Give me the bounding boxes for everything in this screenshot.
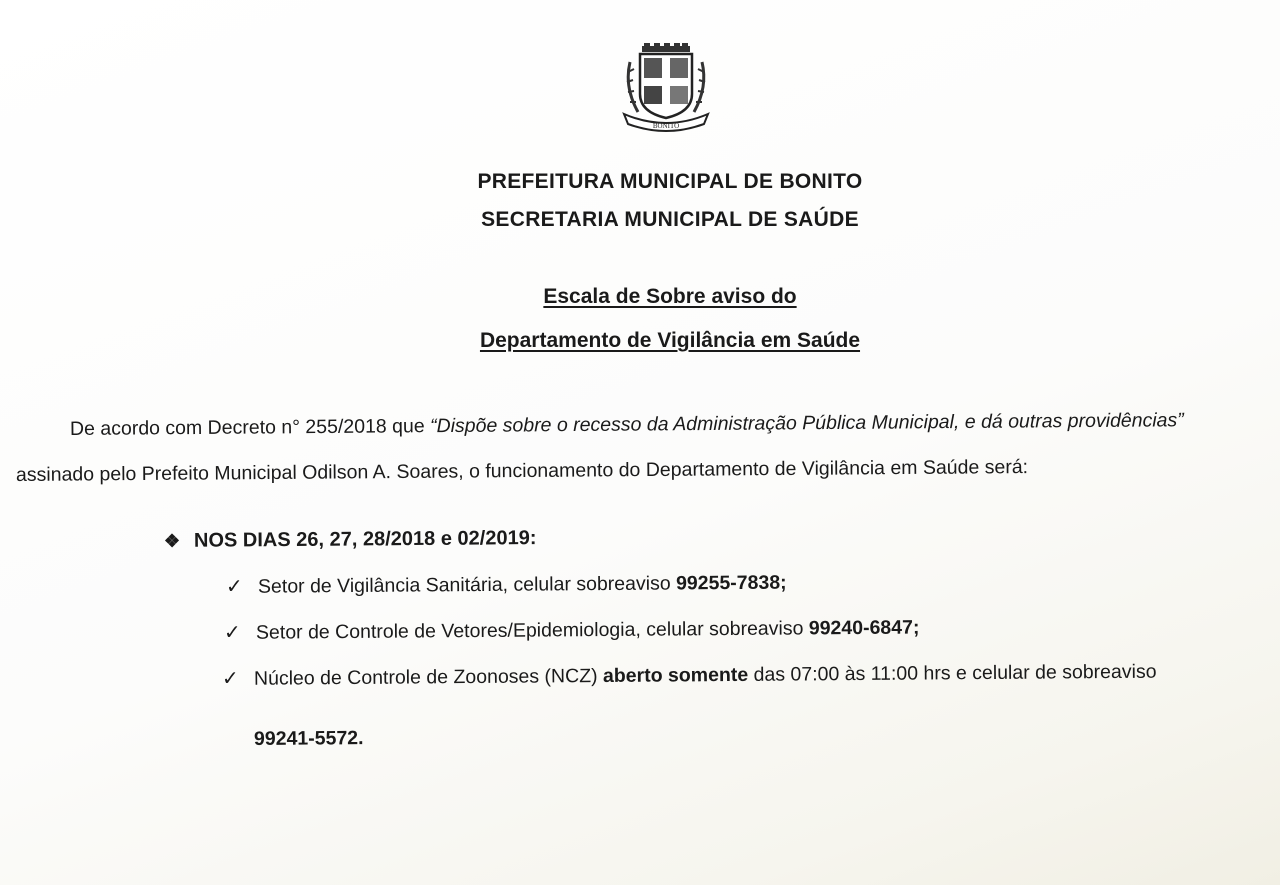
intro-paragraph-line-2: assinado pelo Prefeito Municipal Odilson A. Soares, o funcionamento do Departamento de Vigilância em Saúde será:	[15, 456, 1029, 486]
list-item-text-before: Núcleo de Controle de Zoonoses (NCZ)	[253, 665, 604, 690]
list-item-text-after: das 07:00 às 11:00 hrs e celular de sobreaviso	[748, 660, 1157, 686]
checkmark-icon: ✓	[221, 667, 239, 690]
decree-quote: “Dispõe sobre o recesso da Administração Pública Municipal, e dá outras providências”	[430, 409, 1184, 438]
diamond-bullet-icon: ❖	[163, 530, 181, 551]
title-line-1: Escala de Sobre aviso do	[543, 285, 797, 308]
checkmark-icon: ✓	[225, 575, 243, 598]
list-item-text: Setor de Controle de Vetores/Epidemiologia, celular sobreaviso	[255, 617, 809, 644]
checkmark-icon: ✓	[223, 621, 241, 644]
seal-label: BONITO	[652, 122, 680, 130]
list-item	[222, 659, 1157, 691]
header-line-2: SECRETARIA MUNICIPAL DE SAÚDE	[481, 208, 859, 231]
title-line-2: Departamento de Vigilância em Saúde	[479, 329, 861, 352]
list-item-phone: 99241-5572.	[253, 727, 364, 750]
schedule-heading-text: NOS DIAS 26, 27, 28/2018 e 02/2019:	[193, 527, 537, 552]
list-item	[224, 615, 920, 645]
list-item-text: Setor de Vigilância Sanitária, celular sobreaviso	[257, 572, 677, 598]
intro-paragraph-line-1	[70, 409, 1184, 441]
schedule-heading	[164, 527, 537, 553]
list-item	[226, 570, 787, 599]
header-line-1: PREFEITURA MUNICIPAL DE BONITO	[477, 170, 863, 193]
coat-of-arms-seal	[618, 42, 714, 138]
intro-prefix: De acordo com Decreto n° 255/2018 que	[69, 415, 431, 440]
list-item-emphasis: aberto somente	[602, 663, 749, 688]
list-item-phone: 99240-6847;	[808, 616, 920, 640]
list-item-phone: 99255-7838;	[675, 571, 787, 595]
